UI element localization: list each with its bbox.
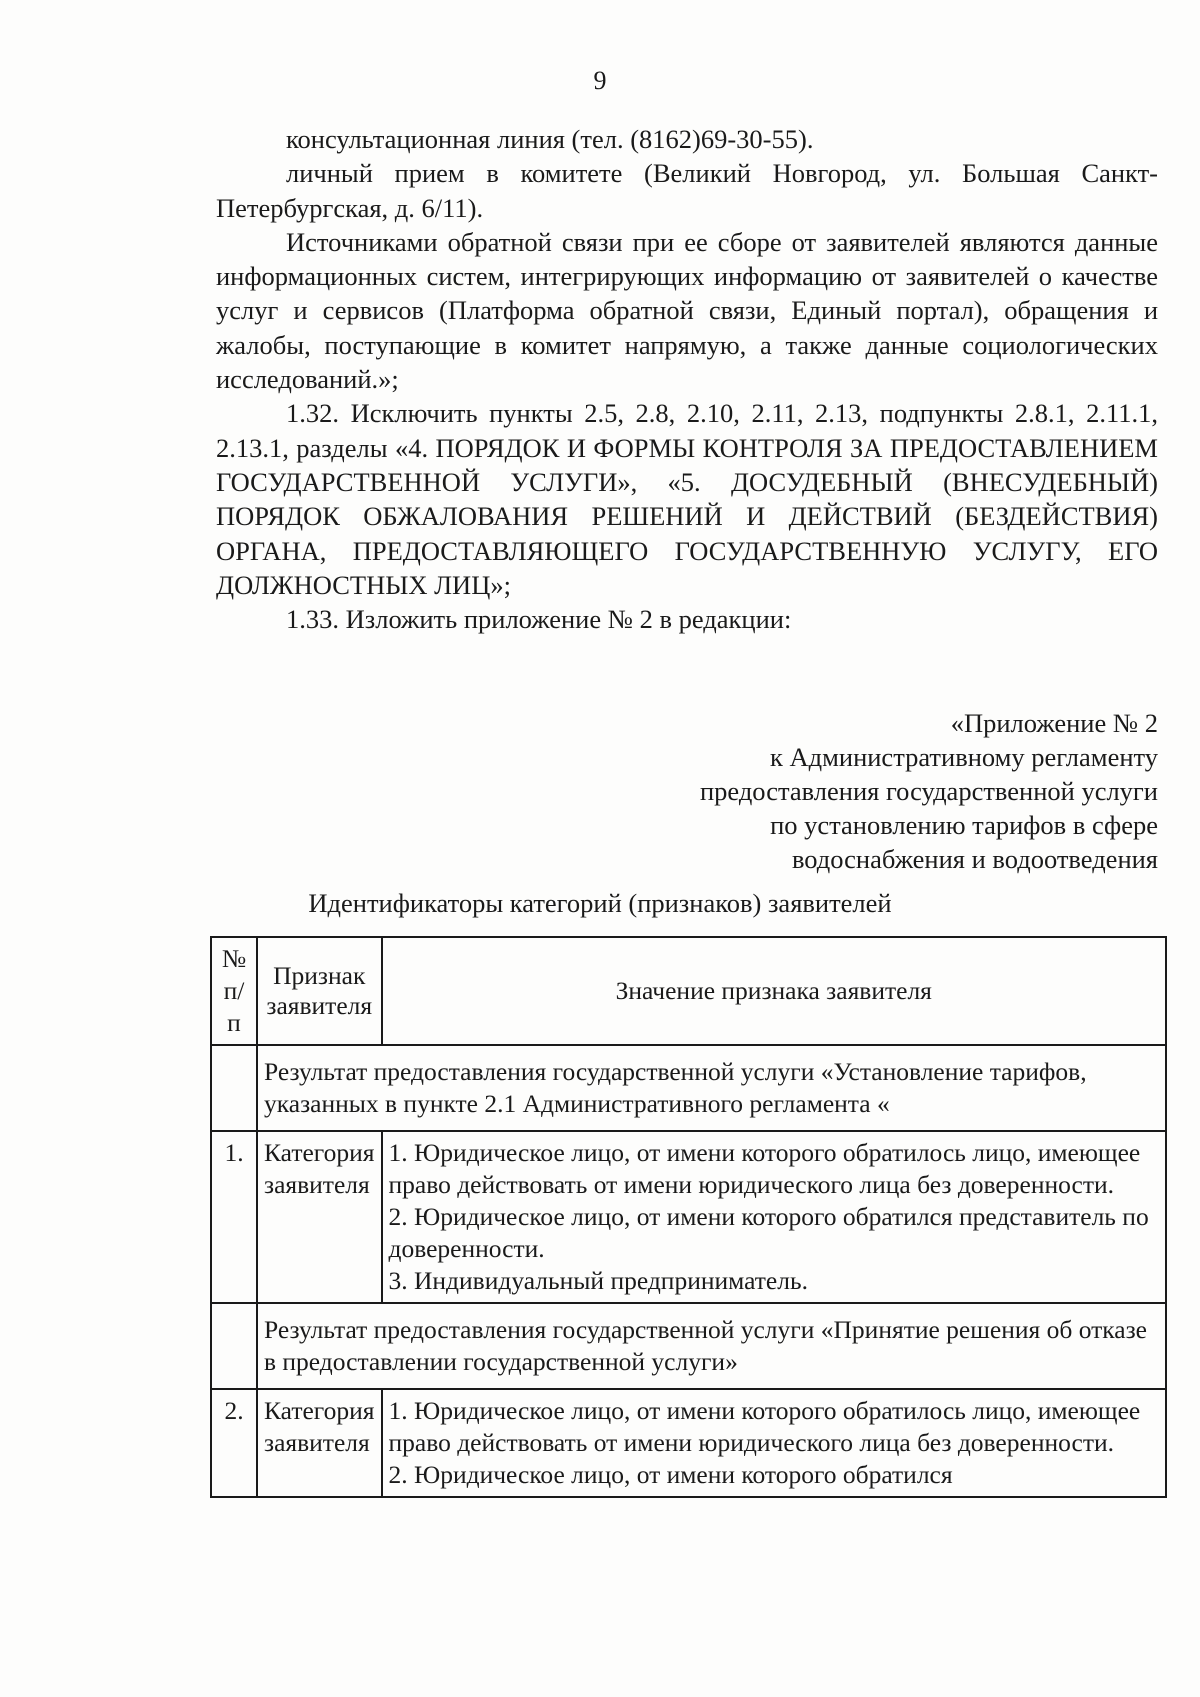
paragraph-feedback-sources: Источниками обратной связи при ее сборе от заявителей являются данные информационных систем, интегрирующих информацию от заявителей о качестве услуг и сервисов (Платформа обратной связи, Единый портал), обращения и жалобы, поступающие в комитет напрямую, а также данные социологических исследований.»; xyxy=(216,226,1158,395)
annex-line: к Административному регламенту xyxy=(770,742,1158,772)
paragraph-item-1-33: 1.33. Изложить приложение № 2 в редакции: xyxy=(286,604,792,635)
annex-line: предоставления государственной услуги xyxy=(699,776,1158,806)
value-item: 2. Юридическое лицо, от имени которого обратился представитель по доверенности. xyxy=(388,1202,1149,1263)
annex-line: водоснабжения и водоотведения xyxy=(791,844,1158,874)
header-num: № п/п xyxy=(211,937,257,1045)
annex-heading xyxy=(700,706,1158,876)
empty-cell xyxy=(211,1045,257,1131)
paragraph-personal-reception: личный прием в комитете (Великий Новгород, ул. Большая Санкт-Петербургская, д. 6/11). xyxy=(216,158,1158,223)
paragraph-hotline: консультационная линия (тел. (8162)69-30-55). xyxy=(286,124,814,154)
header-sign: Признак заявителя xyxy=(257,937,382,1045)
paragraph-item-1-32: 1.32. Исключить пункты 2.5, 2.8, 2.10, 2.11, 2.13, подпункты 2.8.1, 2.11.1, 2.13.1, разделы «4. ПОРЯДОК И ФОРМЫ КОНТРОЛЯ ЗА ПРЕДОСТАВЛЕНИЕМ ГОСУДАРСТВЕННОЙ УСЛУГИ», «5. ДОСУДЕБНЫЙ (ВНЕСУДЕБНЫЙ) ПОРЯДОК ОБЖАЛОВАНИЯ РЕШЕНИЙ И ДЕЙСТВИЙ (БЕЗДЕЙСТВИЯ) ОРГАНА, ПРЕДОСТАВЛЯЮЩЕГО ГОСУДАРСТВЕННУЮ УСЛУГУ, ЕГО ДОЛЖНОСТНЫХ ЛИЦ»; xyxy=(216,398,1158,600)
annex-line: «Приложение № 2 xyxy=(950,708,1158,738)
table-header-row xyxy=(211,937,1166,1045)
row-sign: Категория заявителя xyxy=(257,1389,382,1497)
value-item: 1. Юридическое лицо, от имени которого обратилось лицо, имеющее право действовать от имени юридического лица без доверенности. xyxy=(388,1138,1141,1199)
row-num: 1. xyxy=(211,1131,257,1303)
row-values xyxy=(382,1131,1167,1303)
row-values xyxy=(382,1389,1167,1497)
table-result-row xyxy=(211,1045,1166,1131)
table-result-row xyxy=(211,1303,1166,1389)
page-number: 9 xyxy=(593,66,607,95)
annex-line: по установлению тарифов в сфере xyxy=(770,810,1158,840)
row-num: 2. xyxy=(211,1389,257,1497)
table-title: Идентификаторы категорий (признаков) заявителей xyxy=(308,888,892,918)
table-row xyxy=(211,1389,1166,1497)
value-item: 3. Индивидуальный предприниматель. xyxy=(388,1266,808,1295)
table-row xyxy=(211,1131,1166,1303)
body-text xyxy=(216,122,1158,636)
value-item: 1. Юридическое лицо, от имени которого обратилось лицо, имеющее право действовать от имени юридического лица без доверенности. xyxy=(388,1396,1141,1457)
header-value: Значение признака заявителя xyxy=(382,937,1167,1045)
empty-cell xyxy=(211,1303,257,1389)
result-cell: Результат предоставления государственной услуги «Принятие решения об отказе в предоставлении государственной услуги» xyxy=(257,1303,1166,1389)
value-item: 2. Юридическое лицо, от имени которого обратился xyxy=(388,1460,953,1489)
result-cell: Результат предоставления государственной услуги «Установление тарифов, указанных в пункте 2.1 Административного регламента « xyxy=(257,1045,1166,1131)
row-sign: Категория заявителя xyxy=(257,1131,382,1303)
applicant-identifiers-table xyxy=(210,936,1167,1498)
